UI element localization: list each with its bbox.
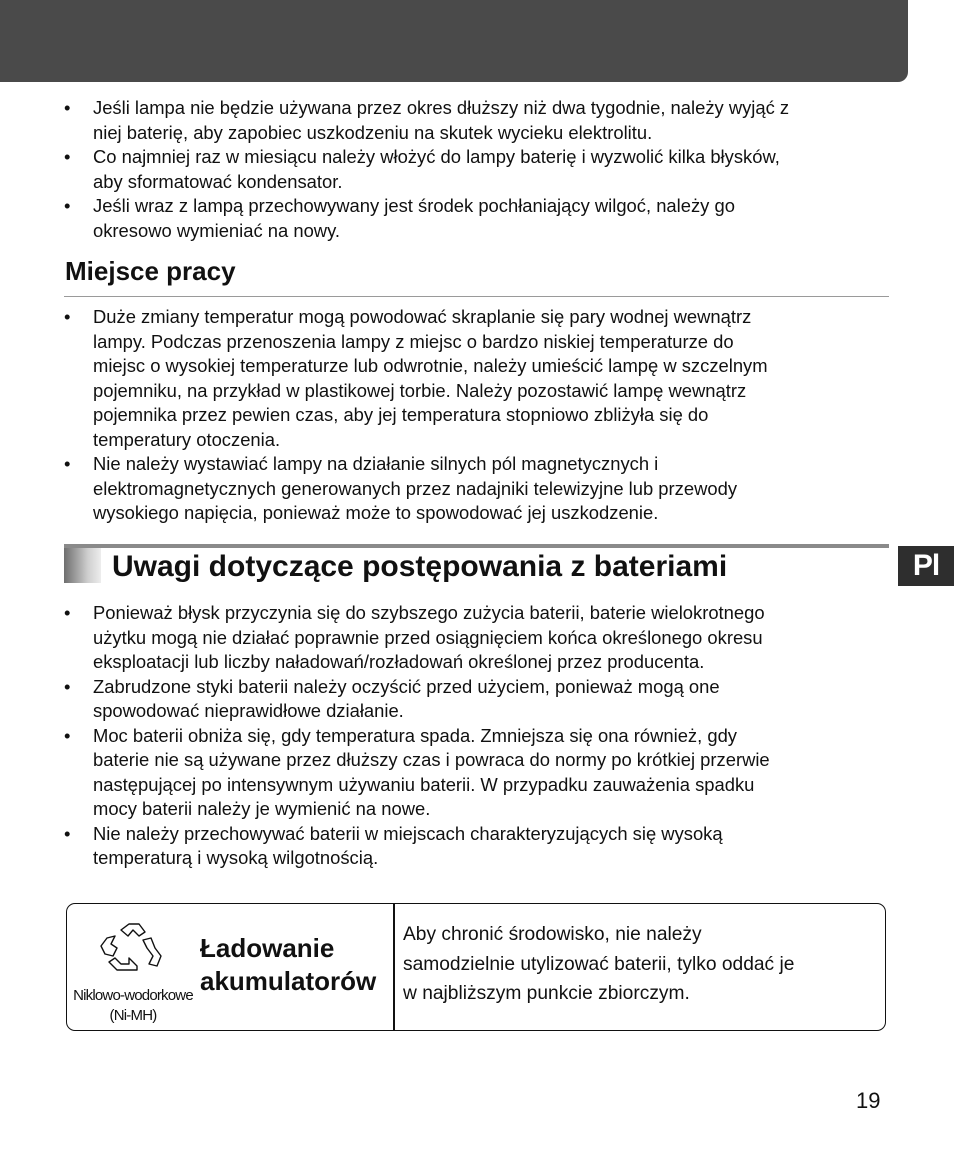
list-item (64, 145, 888, 194)
bullet-line: Nie należy przechowywać baterii w miejscach charakteryzujących się wysoką (93, 822, 723, 844)
bullet-dot: • (64, 453, 71, 474)
bullet-line: Ponieważ błysk przyczynia się do szybszego zużycia baterii, baterie wielokrotnego (93, 602, 765, 623)
bullet-line: spowodować nieprawidłowe działanie. (93, 700, 404, 721)
recycling-text (403, 920, 879, 1009)
list-item (64, 194, 888, 243)
text-line: samodzielnie utylizować baterii, tylko oddać je (403, 953, 795, 975)
bullet-line: eksploatacji lub liczby naładowań/rozładowań określonej przez producenta. (93, 651, 705, 672)
bullet-line: Zabrudzone styki baterii należy oczyścić przed użyciem, ponieważ mogą one (93, 675, 720, 697)
bullet-dot: • (64, 97, 71, 118)
title-line: akumulatorów (200, 966, 377, 996)
bullet-line: temperatury otoczenia. (93, 428, 281, 450)
storage-bullet-list (64, 96, 888, 243)
bullet-dot: • (64, 195, 71, 216)
bullet-line: elektromagnetycznych generowanych przez nadajniki telewizyjne lub przewody (93, 477, 738, 499)
caption-line: Niklowo-wodorkowe (73, 987, 193, 1004)
bullet-line: Moc baterii obniża się, gdy temperatura spada. Zmniejsza się ona również, gdy (93, 724, 737, 746)
bullet-dot: • (64, 602, 71, 623)
bullet-line: temperaturą i wysoką wilgotnością. (93, 847, 379, 868)
list-item (64, 96, 888, 145)
bullet-line: Nie należy wystawiać lampy na działanie silnych pól magnetycznych i (93, 453, 659, 474)
section-marker-block (64, 548, 101, 583)
text-line: w najbliższym punkcie zbiorczym. (403, 983, 690, 1004)
list-item (64, 675, 888, 724)
bullet-line: miejsc o wysokiej temperaturze lub odwrotnie, należy umieścić lampę w szczelnym (93, 355, 768, 376)
bullet-dot: • (64, 306, 71, 327)
battery-bullet-list (64, 601, 888, 871)
recycling-info-box (66, 903, 886, 1031)
bullet-line: użytku mogą nie działać poprawnie przed osiągnięciem końca określonego okresu (93, 626, 763, 648)
bullet-line: pojemniku, na przykład w plastikowej torbie. Należy pozostawić lampę wewnątrz (93, 379, 747, 401)
bullet-line: pojemnika przez pewien czas, aby jej temperatura stopniowo zbliżyła się do (93, 404, 709, 425)
section-heading-miejsce: Miejsce pracy (65, 256, 236, 286)
bullet-dot: • (64, 675, 71, 697)
bullet-line: baterie nie są używane przez dłuższy czas i powraca do normy po krótkiej przerwie (93, 749, 770, 770)
workplace-bullet-list (64, 305, 888, 526)
bullet-line: okresowo wymieniać na nowy. (93, 219, 341, 241)
bullet-line: mocy baterii należy je wymienić na nowe. (93, 798, 431, 819)
header-bar (0, 0, 908, 82)
caption-line: (Ni-MH) (109, 1007, 157, 1024)
bullet-line: lampy. Podczas przenoszenia lampy z miejsc o bardzo niskiej temperaturze do (93, 330, 734, 352)
title-line: Ładowanie (200, 933, 335, 963)
bullet-line: Jeśli wraz z lampą przechowywany jest środek pochłaniający wilgoć, należy go (93, 195, 735, 216)
bullet-line: niej baterię, aby zapobiec uszkodzeniu na skutek wycieku elektrolitu. (93, 121, 653, 143)
list-item (64, 452, 888, 526)
page-number: 19 (856, 1088, 881, 1113)
section-heading-uwagi: Uwagi dotyczące postępowania z bateriami (112, 550, 728, 583)
battery-type-caption (67, 986, 199, 1026)
bullet-dot: • (64, 146, 71, 167)
recycle-icon (99, 922, 163, 980)
recycling-title (200, 932, 376, 998)
box-divider (393, 904, 395, 1030)
bullet-line: Co najmniej raz w miesiącu należy włożyć do lampy baterię i wyzwolić kilka błysków, (93, 146, 780, 167)
bullet-line: następującej po intensywnym używaniu baterii. W przypadku zauważenia spadku (93, 773, 755, 795)
bullet-line: wysokiego napięcia, ponieważ może to spowodować jej uszkodzenie. (93, 502, 659, 523)
bullet-line: aby sformatować kondensator. (93, 170, 343, 192)
bullet-line: Jeśli lampa nie będzie używana przez okres dłuższy niż dwa tygodnie, należy wyjąć z (93, 97, 790, 118)
list-item (64, 822, 888, 871)
list-item (64, 601, 888, 675)
bullet-dot: • (64, 724, 71, 746)
text-line: Aby chronić środowisko, nie należy (403, 924, 702, 945)
language-tab: Pl (898, 546, 954, 586)
bullet-line: Duże zmiany temperatur mogą powodować skraplanie się pary wodnej wewnątrz (93, 306, 752, 327)
list-item (64, 724, 888, 822)
section-divider (64, 296, 889, 297)
bullet-dot: • (64, 822, 71, 844)
list-item (64, 305, 888, 452)
